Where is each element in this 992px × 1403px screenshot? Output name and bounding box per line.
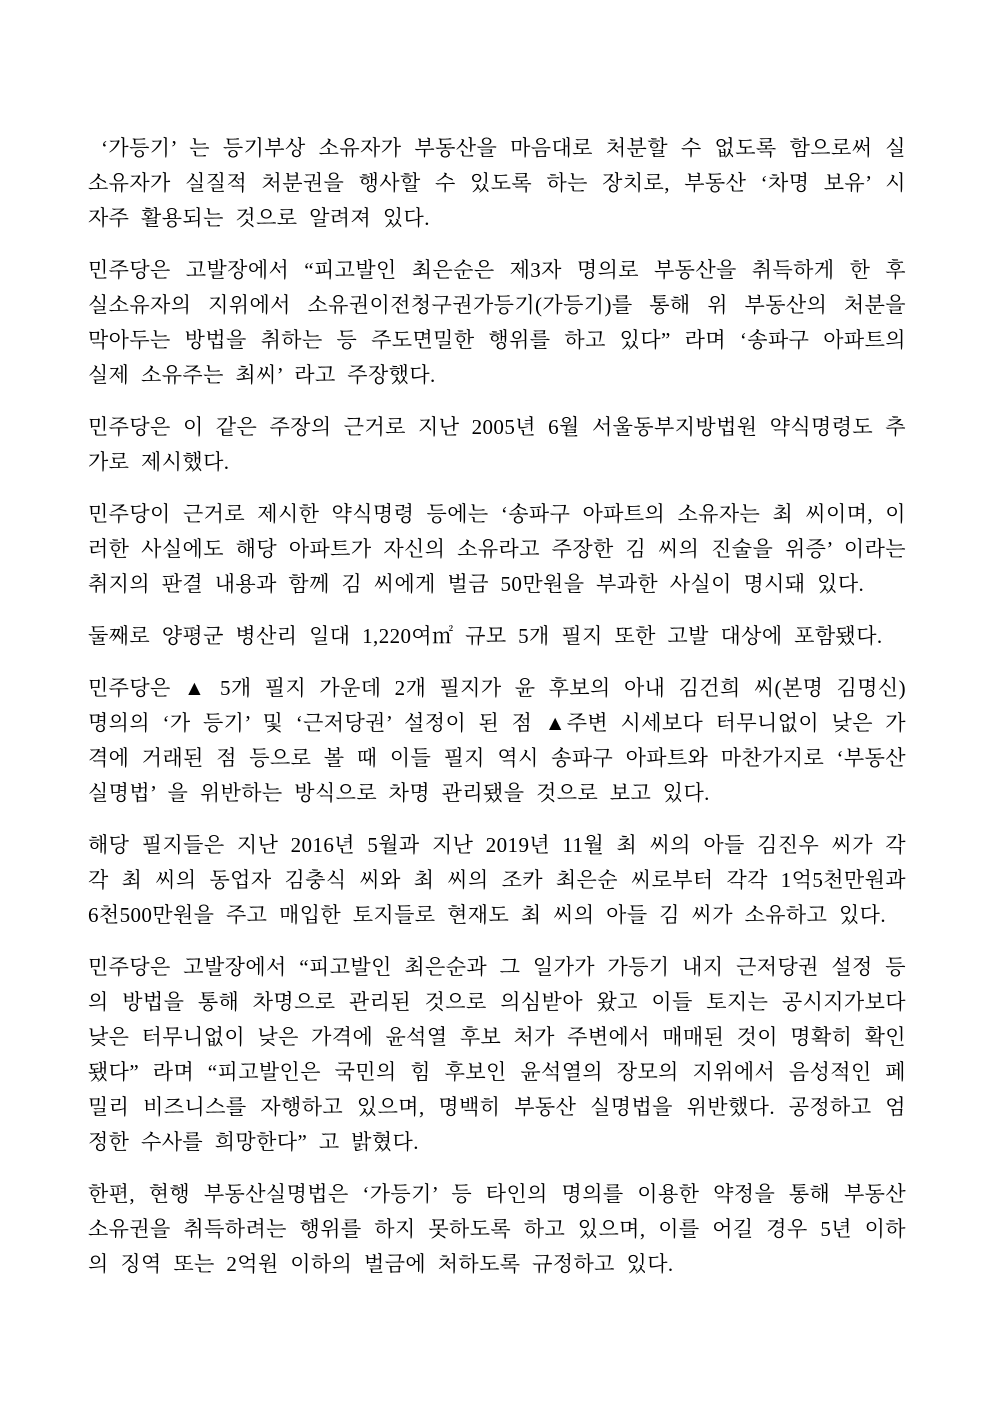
paragraph-complaint-quote: 민주당은 고발장에서 “피고발인 최은순은 제3자 명의로 부동산을 취득하게 한 후 실소유자의 지위에서 소유권이전청구권가등기(가등기)를 통해 위 부동산의 처분을 막아두는 방법을 취하는 등 주도면밀한 행위를 하고 있다” 라며 ‘송파구 아파트의 실제 소유주는 최씨’ 라고 주장했다. [88,258,906,387]
paragraph-parcel-purchase-history: 해당 필지들은 지난 2016년 5월과 지난 2019년 11월 최 씨의 아들 김진우 씨가 각각 최 씨의 동업자 김충식 씨와 최 씨의 조카 최은순 씨로부터 각각 1억5천만원과 6천500만원을 주고 매입한 토지들로 현재도 최 씨의 아들 김 씨가 소유하고 있다. [88,833,906,927]
paragraph-complaint-statement: 민주당은 고발장에서 “피고발인 최은순과 그 일가가 가등기 내지 근저당권 설정 등의 방법을 통해 차명으로 관리된 것으로 의심받아 왔고 이들 토지는 공시지가보다 낮은 터무니없이 낮은 가격에 윤석열 후보 처가 주변에서 매매된 것이 명확히 확인됐다” 라며 “피고발인은 국민의 힘 후보인 윤석열의 장모의 지위에서 음성적인 페밀리 비즈니스를 자행하고 있으며, 명백히 부동산 실명법을 위반했다. 공정하고 엄정한 수사를 희망한다” 고 밝혔다. [88,955,906,1154]
paragraph-ruling-detail: 민주당이 근거로 제시한 약식명령 등에는 ‘송파구 아파트의 소유자는 최 씨이며, 이러한 사실에도 해당 아파트가 자신의 소유라고 주장한 김 씨의 진술을 위증’ 이라는 취지의 판결 내용과 함께 김 씨에게 벌금 50만원을 부과한 사실이 명시돼 있다. [88,502,906,596]
paragraph-court-order-basis: 민주당은 이 같은 주장의 근거로 지난 2005년 6월 서울동부지방법원 약식명령도 추가로 제시했다. [88,415,906,474]
paragraph-parcel-claims: 민주당은 ▲ 5개 필지 가운데 2개 필지가 윤 후보의 아내 김건희 씨(본명 김명신) 명의의 ‘가 등기’ 및 ‘근저당권’ 설정이 된 점 ▲주변 시세보다 터무니없이 낮은 가격에 거래된 점 등으로 볼 때 이들 필지 역시 송파구 아파트와 마찬가지로 ‘부동산실명법’ 을 위반하는 방식으로 차명 관리됐을 것으로 보고 있다. [88,676,906,805]
paragraph-second-allegation: 둘째로 양평군 병산리 일대 1,220여㎡ 규모 5개 필지 또한 고발 대상에 포함됐다. [88,624,883,648]
paragraph-gadeunggi-intro: ‘가등기’ 는 등기부상 소유자가 부동산을 마음대로 처분할 수 없도록 함으로써 실소유자가 실질적 처분권을 행사할 수 있도록 하는 장치로, 부동산 ‘차명 보유’ 시 자주 활용되는 것으로 알려져 있다. [88,136,906,230]
paragraph-law-explanation: 한편, 현행 부동산실명법은 ‘가등기’ 등 타인의 명의를 이용한 약정을 통해 부동산 소유권을 취득하려는 행위를 하지 못하도록 하고 있으며, 이를 어길 경우 5년 이하의 징역 또는 2억원 이하의 벌금에 처하도록 규정하고 있다. [88,1182,906,1276]
